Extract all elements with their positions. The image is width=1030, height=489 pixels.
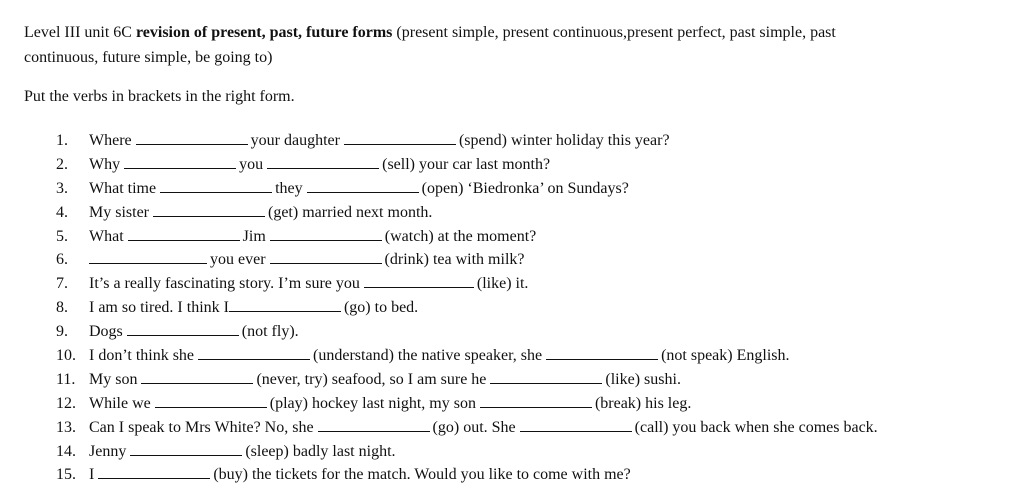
answer-blank[interactable] — [546, 345, 658, 360]
exercise-item — [56, 272, 1016, 296]
answer-blank[interactable] — [270, 249, 382, 264]
answer-blank[interactable] — [98, 464, 210, 479]
item-text: (get) married next month. — [268, 203, 433, 221]
item-text: (spend) winter holiday this year? — [458, 132, 670, 149]
item-number: 4. — [56, 203, 68, 221]
item-text: they — [275, 179, 303, 197]
exercise-item — [56, 225, 1016, 249]
item-text: Jim — [242, 227, 266, 245]
item-text: What — [89, 227, 124, 245]
answer-blank[interactable] — [130, 441, 242, 456]
item-text: (like) sushi. — [605, 370, 681, 388]
answer-blank[interactable] — [89, 249, 207, 264]
item-number: 12. — [56, 394, 76, 412]
answer-blank[interactable] — [153, 202, 265, 217]
answer-blank[interactable] — [229, 297, 341, 312]
header-topic: revision of present, past, future forms — [135, 24, 393, 41]
item-text: (drink) tea with milk? — [384, 251, 525, 269]
item-text: (buy) the tickets for the match. Would you like to come with me? — [213, 466, 631, 484]
exercise-item — [56, 153, 1016, 177]
header-tenses: (present simple, present continuous,present perfect, past simple, past — [392, 24, 836, 41]
header-tenses-continued: continuous, future simple, be going to) — [24, 49, 273, 66]
item-number: 8. — [56, 299, 68, 317]
item-text: (never, try) seafood, so I am sure he — [256, 370, 487, 388]
item-text: (play) hockey last night, my son — [269, 394, 476, 412]
exercise-item — [56, 392, 1016, 416]
item-text: (not fly). — [241, 323, 299, 341]
item-text: Jenny — [89, 442, 127, 460]
worksheet-header — [24, 20, 1004, 70]
item-text: What time — [89, 179, 157, 197]
exercise-item — [56, 129, 1016, 153]
answer-blank[interactable] — [307, 178, 419, 193]
exercise-item — [56, 344, 1016, 368]
answer-blank[interactable] — [128, 226, 240, 241]
item-text: I am so tired. I think I — [89, 299, 229, 317]
item-text: Why — [89, 155, 121, 173]
item-number: 10. — [56, 347, 76, 365]
item-text: you ever — [210, 251, 266, 269]
item-number: 6. — [56, 251, 68, 269]
exercise-item — [56, 368, 1016, 392]
answer-blank[interactable] — [124, 154, 236, 169]
answer-blank[interactable] — [364, 273, 474, 288]
item-text: My son — [89, 370, 138, 388]
item-text: (go) to bed. — [343, 299, 419, 317]
item-text: Can I speak to Mrs White? No, she — [89, 418, 314, 436]
answer-blank[interactable] — [160, 178, 272, 193]
answer-blank[interactable] — [318, 417, 430, 432]
instruction-text: Put the verbs in brackets in the right form. — [24, 88, 295, 105]
answer-blank[interactable] — [267, 154, 379, 169]
item-text: (not speak) English. — [661, 347, 790, 365]
answer-blank[interactable] — [136, 130, 248, 145]
item-text: My sister — [89, 203, 149, 221]
exercise-item — [56, 201, 1016, 225]
item-number: 2. — [56, 155, 68, 173]
item-number: 15. — [56, 466, 76, 484]
item-text: (watch) at the moment? — [384, 227, 537, 245]
item-text: It’s a really fascinating story. I’m sure you — [89, 275, 360, 293]
answer-blank[interactable] — [490, 369, 602, 384]
item-text: While we — [89, 394, 151, 412]
item-text: (call) you back when she comes back. — [634, 418, 878, 436]
answer-blank[interactable] — [127, 321, 239, 336]
item-text: (break) his leg. — [594, 394, 692, 412]
item-number: 3. — [56, 179, 68, 197]
header-prefix: Level III unit 6C — [24, 24, 136, 41]
item-text: I don’t think she — [89, 347, 195, 365]
exercise-item — [56, 440, 1016, 464]
item-text: your daughter — [250, 132, 340, 149]
item-number: 1. — [56, 132, 68, 149]
item-text: I — [89, 466, 95, 484]
item-text: (go) out. She — [432, 418, 516, 436]
exercise-item — [56, 177, 1016, 201]
exercise-item — [56, 416, 1016, 440]
item-text: you — [239, 155, 264, 173]
answer-blank[interactable] — [141, 369, 253, 384]
answer-blank[interactable] — [270, 226, 382, 241]
item-text: (sleep) badly last night. — [245, 442, 396, 460]
item-text: (understand) the native speaker, she — [313, 347, 543, 365]
item-number: 5. — [56, 227, 68, 245]
exercise-item — [56, 463, 1016, 487]
exercise-item — [56, 320, 1016, 344]
item-number: 13. — [56, 418, 76, 436]
item-text: Where — [89, 132, 132, 149]
answer-blank[interactable] — [198, 345, 310, 360]
answer-blank[interactable] — [344, 130, 456, 145]
item-number: 14. — [56, 442, 76, 460]
item-text: Dogs — [89, 323, 123, 341]
item-number: 7. — [56, 275, 68, 293]
answer-blank[interactable] — [480, 393, 592, 408]
answer-blank[interactable] — [155, 393, 267, 408]
exercise-item — [56, 296, 1016, 320]
item-number: 9. — [56, 323, 68, 341]
answer-blank[interactable] — [520, 417, 632, 432]
exercise-list — [56, 129, 1016, 487]
exercise-item — [56, 248, 1016, 272]
item-number: 11. — [56, 370, 76, 388]
item-text: (open) ‘Biedronka’ on Sundays? — [421, 179, 629, 197]
item-text: (sell) your car last month? — [382, 155, 551, 173]
item-text: (like) it. — [476, 275, 529, 293]
